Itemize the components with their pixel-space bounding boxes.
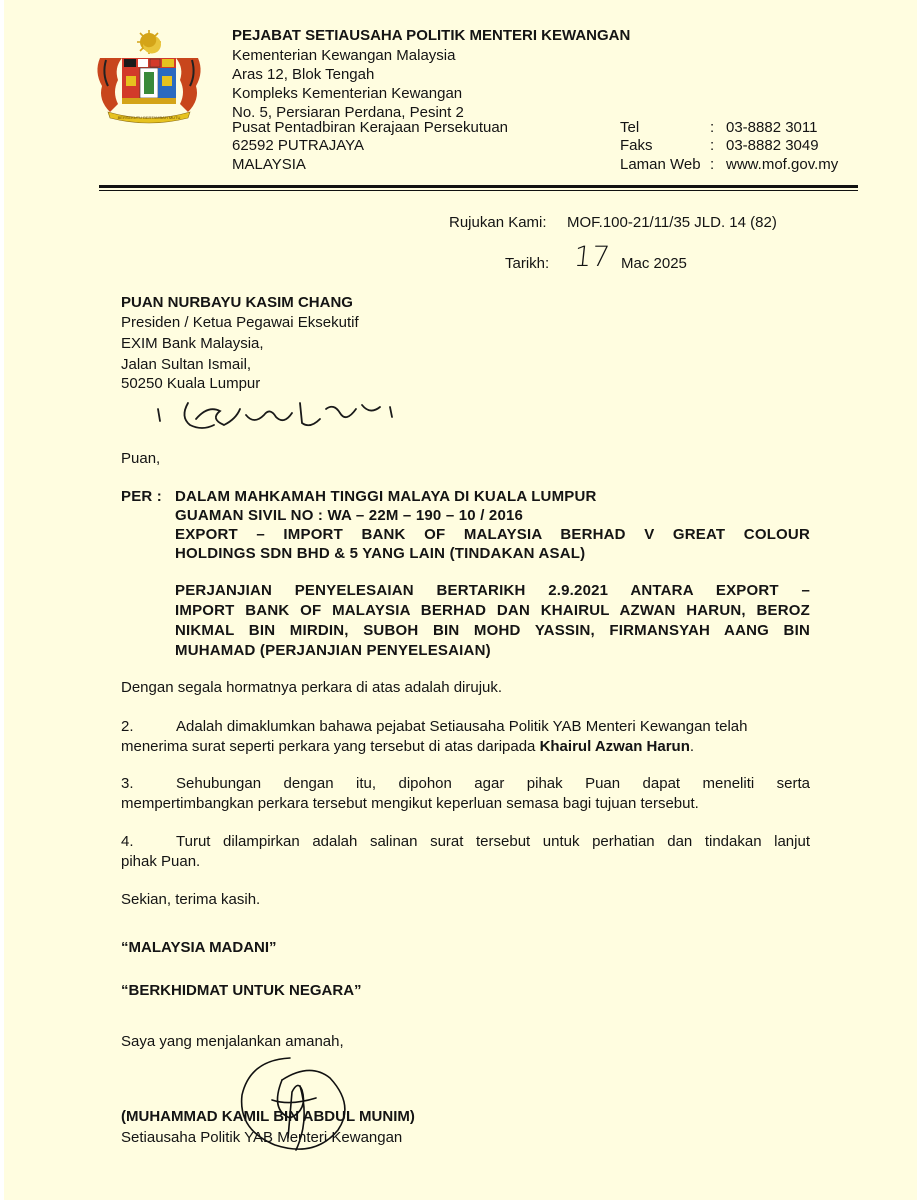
subject-line: HOLDINGS SDN BHD & 5 YANG LAIN (TINDAKAN ASAL): [175, 545, 586, 562]
subject-line: NIKMAL BIN MIRDIN, SUBOH BIN MOHD YASSIN, FIRMANSYAH AANG BIN: [175, 622, 810, 639]
subject-line: MUHAMAD (PERJANJIAN PENYELESAIAN): [175, 642, 491, 659]
address-line: Pusat Pentadbiran Kerajaan Persekutuan: [232, 119, 509, 136]
recipient-name: PUAN NURBAYU KASIM CHANG: [121, 294, 353, 311]
malaysia-crest-icon: [88, 28, 210, 122]
address-line: MALAYSIA: [232, 156, 306, 173]
sign-off: Saya yang menjalankan amanah,: [121, 1033, 344, 1050]
header-rule-thin: [99, 190, 858, 191]
date-day-handwritten: 17: [572, 240, 612, 273]
salutation: Puan,: [121, 450, 161, 467]
closing: Sekian, terima kasih.: [121, 891, 261, 908]
paragraph-number: 2.: [121, 718, 134, 735]
paragraph-text: menerima surat seperti perkara yang tersebut di atas daripada: [121, 738, 540, 755]
contact-label: Faks: [620, 137, 653, 154]
paragraph-number: 4.: [121, 833, 134, 850]
paragraph-line: Adalah dimaklumkan bahawa pejabat Setiausaha Politik YAB Menteri Kewangan telah: [176, 718, 748, 735]
address-line: 62592 PUTRAJAYA: [232, 137, 365, 154]
recipient-line: Presiden / Ketua Pegawai Eksekutif: [121, 314, 359, 331]
paragraph-line: mempertimbangkan perkara tersebut mengikut keperluan semasa bagi tujuan tersebut.: [121, 795, 699, 812]
slogan: “MALAYSIA MADANI”: [121, 939, 277, 956]
subject-label: PER :: [121, 488, 163, 505]
contact-label: Tel: [620, 119, 640, 136]
handwritten-annotation: [150, 395, 400, 440]
subject-line: EXPORT – IMPORT BANK OF MALAYSIA BERHAD V GREAT COLOUR: [175, 526, 810, 543]
address-line: No. 5, Persiaran Perdana, Pesint 2: [232, 104, 464, 121]
reference-label: Rujukan Kami:: [449, 214, 547, 231]
crest-motto: BERSEKUTU BERTAMBAH MUTU: [117, 115, 181, 120]
header-rule: [99, 185, 858, 188]
date-month-year: Mac 2025: [621, 255, 687, 272]
paragraph-line: Turut dilampirkan adalah salinan surat tersebut untuk perhatian dan tindakan lanjut: [176, 833, 810, 850]
intro-paragraph: Dengan segala hormatnya perkara di atas adalah dirujuk.: [121, 679, 503, 696]
signatory-title: Setiausaha Politik YAB Menteri Kewangan: [121, 1129, 403, 1146]
subject-line: DALAM MAHKAMAH TINGGI MALAYA DI KUALA LUMPUR: [175, 488, 597, 505]
paragraph-line: pihak Puan.: [121, 853, 201, 870]
subject-line: GUAMAN SIVIL NO : WA – 22M – 190 – 10 / 2016: [175, 507, 524, 524]
tel-number: 03-8882 3011: [726, 119, 818, 136]
slogan: “BERKHIDMAT UNTUK NEGARA”: [121, 982, 362, 999]
sender-name: Khairul Azwan Harun: [539, 738, 690, 755]
contact-sep: :: [710, 137, 715, 154]
contact-label: Laman Web: [620, 156, 701, 173]
paragraph-line: [121, 736, 694, 757]
contact-sep: :: [710, 156, 715, 173]
recipient-line: 50250 Kuala Lumpur: [121, 375, 261, 392]
paragraph-number: 3.: [121, 775, 134, 792]
signatory-name: (MUHAMMAD KAMIL BIN ABDUL MUNIM): [121, 1108, 415, 1125]
date-label: Tarikh:: [505, 255, 550, 272]
subject-line: PERJANJIAN PENYELESAIAN BERTARIKH 2.9.2021 ANTARA EXPORT –: [175, 582, 810, 599]
website-link[interactable]: www.mof.gov.my: [726, 156, 839, 173]
subject-line: IMPORT BANK OF MALAYSIA BERHAD DAN KHAIRUL AZWAN HARUN, BEROZ: [175, 602, 810, 619]
address-line: Kompleks Kementerian Kewangan: [232, 85, 463, 102]
address-line: Kementerian Kewangan Malaysia: [232, 47, 456, 64]
fax-number: 03-8882 3049: [726, 137, 819, 154]
paragraph-line: Sehubungan dengan itu, dipohon agar pihak Puan dapat meneliti serta: [176, 775, 810, 792]
paragraph-end: .: [689, 738, 695, 755]
recipient-line: Jalan Sultan Ismail,: [121, 356, 252, 373]
office-name: PEJABAT SETIAUSAHA POLITIK MENTERI KEWANGAN: [232, 27, 631, 44]
address-line: Aras 12, Blok Tengah: [232, 66, 375, 83]
recipient-line: EXIM Bank Malaysia,: [121, 335, 264, 352]
reference-number: MOF.100-21/11/35 JLD. 14 (82): [567, 214, 777, 231]
contact-sep: :: [710, 119, 715, 136]
